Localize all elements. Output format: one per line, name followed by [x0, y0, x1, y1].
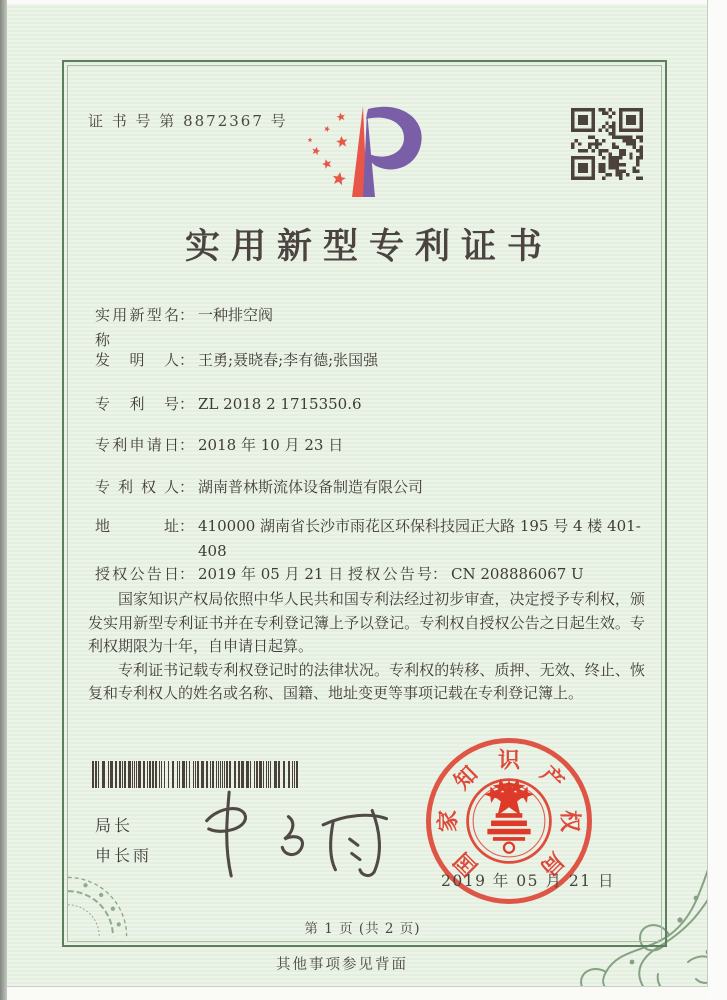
- director-title: 局长: [95, 818, 134, 835]
- cnipa-patent-logo-icon: [300, 98, 432, 204]
- field-label: 授权公告号: [348, 565, 432, 583]
- field-label: 专利权人: [95, 478, 179, 496]
- signoff-block: [95, 812, 152, 872]
- field-colon: ：: [179, 436, 195, 454]
- field-row-inventors: [95, 348, 655, 373]
- field-colon: ：: [179, 565, 195, 583]
- field-colon: ：: [179, 306, 195, 324]
- certificate-title: 实用新型专利证书: [184, 226, 553, 267]
- grant-date-value: 2019 年 05 月 21 日: [198, 565, 344, 583]
- scan-edge-bottom: [7, 986, 708, 1000]
- field-row-address: [95, 514, 655, 564]
- legal-paragraph-2: 专利证书记载专利权登记时的法律状况。专利权的转移、质押、无效、终止、恢复和专利权人的姓名或名称、国籍、地址变更等事项记载在专利登记簿上。: [88, 660, 645, 702]
- scan-edge-top: [7, 0, 708, 4]
- scan-edge-left: [0, 0, 7, 1000]
- seal-character: 识: [497, 747, 521, 774]
- field-label: 地址: [95, 517, 179, 535]
- field-value: 王勇;聂晓春;李有德;张国强: [198, 351, 379, 369]
- legal-paragraph-1: 国家知识产权局依照中华人民共和国专利法经过初步审查，决定授予专利权，颁发实用新型专利证书并在专利登记簿上予以登记。专利权自授权公告之日起生效。专利权期限为十年，自申请日起算。: [88, 590, 645, 655]
- seal-character: 知: [449, 761, 484, 796]
- field-value: ZL 2018 2 1715350.6: [198, 395, 362, 413]
- field-value: 湖南普林斯流体设备制造有限公司: [198, 478, 424, 496]
- barcode-icon: [90, 761, 302, 788]
- seal-character: 产: [534, 761, 569, 796]
- director-name: 申长雨: [95, 848, 153, 865]
- field-row-patentee: [95, 475, 655, 500]
- field-label: 专利申请日: [95, 436, 179, 454]
- legal-text-block: [88, 588, 645, 706]
- field-colon: ：: [179, 351, 195, 369]
- field-label: 授权公告日: [95, 565, 179, 583]
- field-colon: ：: [179, 478, 195, 496]
- certificate-number: 证 书 号 第 8872367 号: [88, 112, 288, 130]
- field-colon: ：: [179, 395, 195, 413]
- director-signature-icon: [190, 786, 395, 880]
- seal-character: 局: [534, 846, 569, 881]
- seal-character: 家: [435, 809, 462, 833]
- page-number: 第 1 页 (共 2 页): [304, 921, 421, 937]
- field-row-patent-number: [95, 392, 655, 417]
- scan-edge-right: [707, 0, 727, 1000]
- field-value: 2018 年 10 月 23 日: [198, 436, 344, 454]
- field-label: 实用新型名称: [95, 306, 179, 349]
- qr-code-icon: [571, 108, 643, 180]
- field-colon: ：: [179, 517, 195, 535]
- back-side-note: 其他事项参见背面: [276, 957, 408, 973]
- field-row-utility-model-name: [95, 303, 655, 353]
- field-colon: ：: [432, 565, 448, 583]
- field-value: 410000 湖南省长沙市雨花区环保科技园正大路 195 号 4 楼 401-408: [198, 517, 641, 560]
- field-label: 发明人: [95, 351, 179, 369]
- grant-number-value: CN 208886067 U: [451, 565, 584, 583]
- seal-character: 权: [556, 809, 583, 833]
- field-label: 专利号: [95, 395, 179, 413]
- field-row-filing-date: [95, 433, 655, 458]
- seal-date: 2019 年 05 月 21 日: [441, 872, 616, 890]
- field-row-grant: [95, 562, 655, 587]
- field-value: 一种排空阀: [198, 306, 274, 324]
- grant-number-group: [348, 562, 584, 587]
- seal-character: 国: [449, 846, 484, 881]
- national-emblem-icon: [463, 775, 555, 867]
